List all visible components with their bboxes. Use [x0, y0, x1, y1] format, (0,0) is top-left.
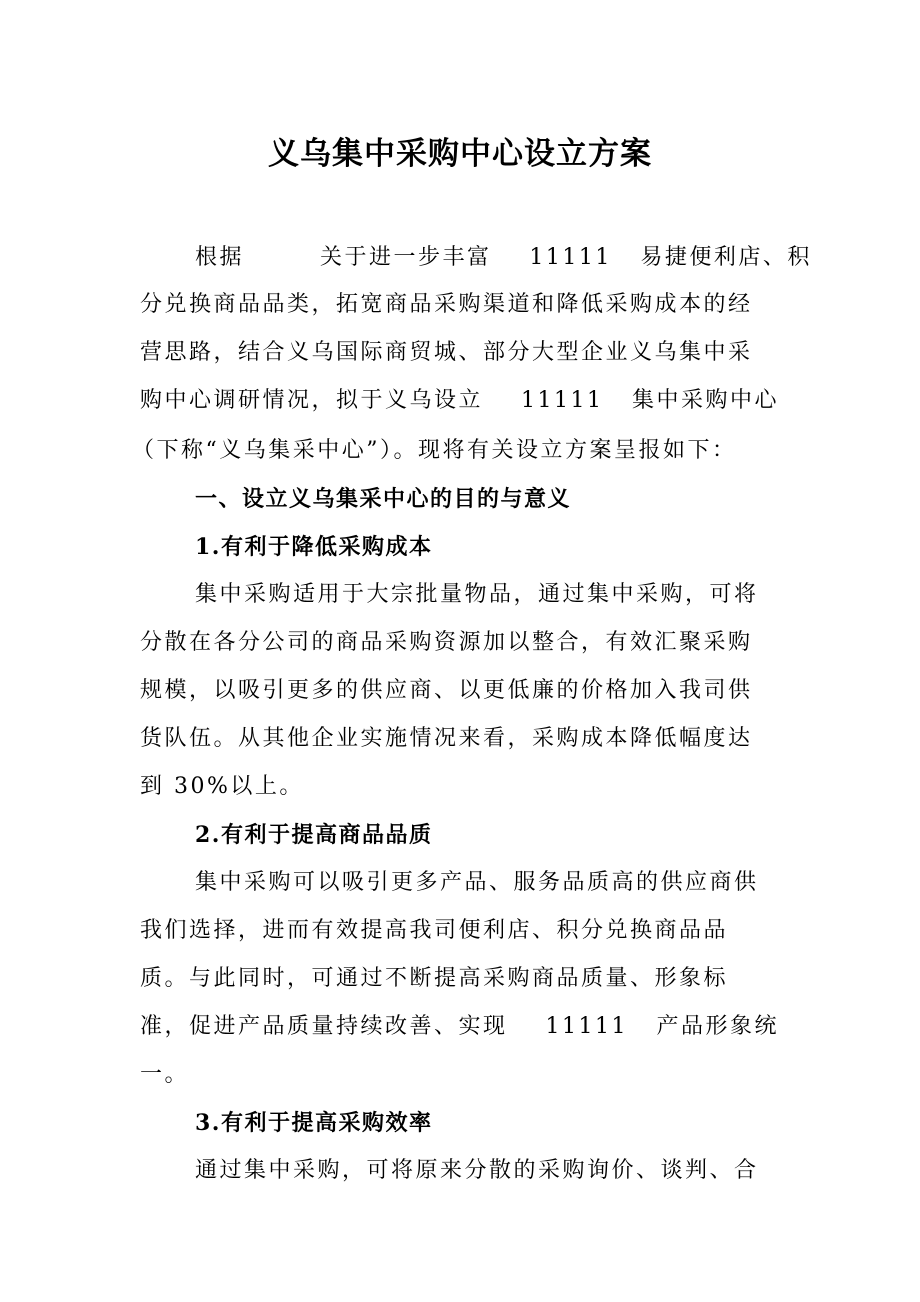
paragraph-line: 质。与此同时，可通过不断提高采购商品质量、形象标 [140, 966, 729, 991]
paragraph-line: 分兑换商品品类，拓宽商品采购渠道和降低采购成本的经 [140, 292, 753, 317]
document-title: 义乌集中采购中心设立方案 [268, 136, 652, 172]
section-heading: 一、设立义乌集采中心的目的与意义 [195, 486, 572, 512]
paragraph-line: （下称“义乌集采中心”）。现将有关设立方案呈报如下： [132, 438, 737, 463]
subsection-heading: 1.有利于降低采购成本 [195, 534, 433, 560]
paragraph-line: 营思路，结合义乌国际商贸城、部分大型企业义乌集中采 [140, 340, 753, 365]
paragraph-line: 分散在各分公司的商品采购资源加以整合，有效汇聚采购 [140, 630, 753, 655]
paragraph-line: 准，促进产品质量持续改善、实现 11111 产品形象统 [140, 1014, 779, 1039]
paragraph-line: 集中采购适用于大宗批量物品，通过集中采购，可将 [195, 582, 759, 607]
paragraph-line: 根据 关于进一步丰富 11111 易捷便利店、积 [195, 245, 812, 270]
paragraph-line: 我们选择，进而有效提高我司便利店、积分兑换商品品 [140, 918, 729, 943]
paragraph-line: 通过集中采购，可将原来分散的采购询价、谈判、合 [195, 1158, 759, 1183]
paragraph-line: 规模，以吸引更多的供应商、以更低廉的价格加入我司供 [140, 678, 753, 703]
paragraph-line: 货队伍。从其他企业实施情况来看，采购成本降低幅度达 [140, 726, 753, 751]
subsection-heading: 2.有利于提高商品品质 [195, 822, 433, 848]
paragraph-line: 购中心调研情况，拟于义乌设立 11111 集中采购中心 [140, 388, 779, 413]
subsection-heading: 3.有利于提高采购效率 [195, 1110, 433, 1136]
paragraph-line: 集中采购可以吸引更多产品、服务品质高的供应商供 [195, 870, 759, 895]
paragraph-line: 到 30%以上。 [140, 774, 304, 799]
paragraph-line: 一。 [140, 1062, 190, 1087]
